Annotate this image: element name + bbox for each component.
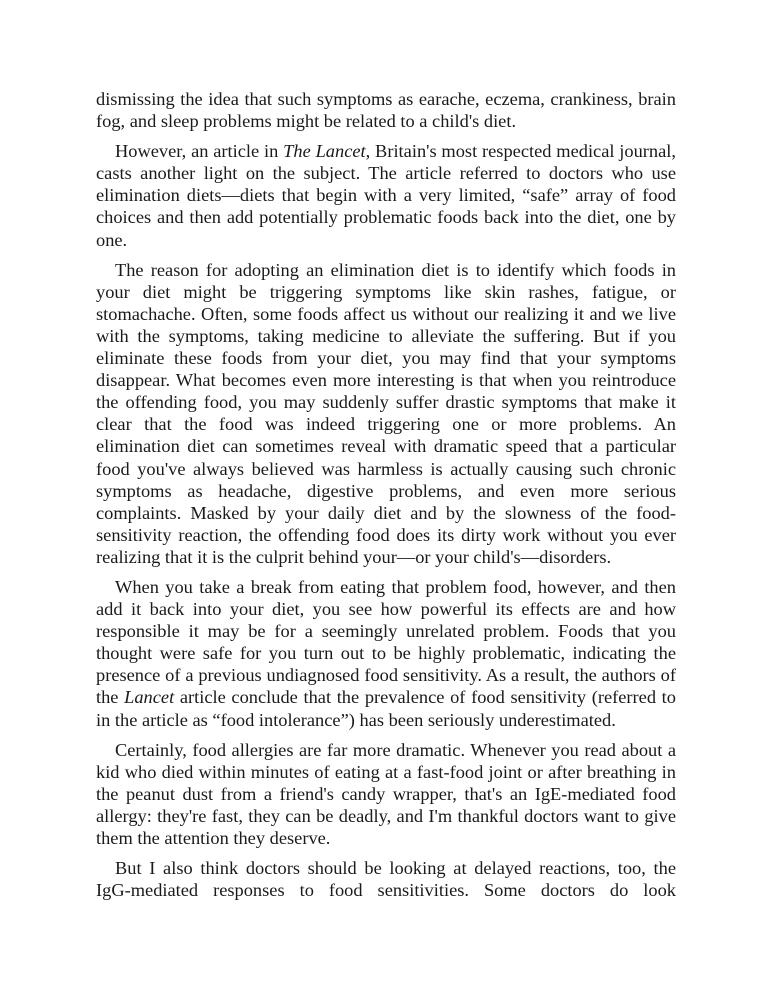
paragraph-4 bbox=[96, 576, 676, 731]
paragraph-3-text: The reason for adopting an elimination diet is to identify which foods in your diet might be triggering symptoms like skin rashes, fatigue, or stomachache. Often, some foods affect us without our realizing it and we live with the symptoms, taking medicine to alleviate the suffering. But if you eliminate these foods from your diet, you may find that your symptoms disappear. What becomes even more interesting is that when you reintroduce the offending food, you may suddenly suffer drastic symptoms that make it clear that the food was indeed triggering one or more problems. An elimination diet can sometimes reveal with dramatic speed that a particular food you've always believed was harmless is actually causing such chronic symptoms as headache, digestive problems, and even more serious complaints. Masked by your daily diet and by the slowness of the food-sensitivity reaction, the offending food does its dirty work without you ever realizing that it is the culprit behind your—or your child's—disorders. bbox=[96, 259, 676, 567]
paragraph-2 bbox=[96, 140, 676, 250]
paragraph-6 bbox=[96, 857, 676, 901]
paragraph-5-text: Certainly, food allergies are far more dramatic. Whenever you read about a kid who died within minutes of eating at a fast-food joint or after breathing in the peanut dust from a friend's candy wrapper, that's an IgE-mediated food allergy: they're fast, they can be deadly, and I'm thankful doctors want to give them the attention they deserve. bbox=[96, 739, 676, 848]
paragraph-1 bbox=[96, 88, 676, 132]
paragraph-4-text-b: article conclude that the prevalence of food sensitivity (referred to in the article as “food intolerance”) has been seriously underestimated. bbox=[96, 687, 676, 730]
paragraph-2-text-b: , Britain's most respected medical journal, casts another light on the subject. The article referred to doctors who use elimination diets—diets that begin with a very limited, “safe” array of food choices and then add potentially problematic foods back into the diet, one by one. bbox=[96, 141, 676, 250]
paragraph-4-text-a: When you take a break from eating that problem food, however, and then add it back into your diet, you see how powerful its effects are and how responsible it may be for a seemingly unrelated problem. Foods that you thought were safe for you turn out to be highly problematic, indicating the presence of a previous undiagnosed food sensitivity. As a result, the authors of the bbox=[96, 576, 676, 708]
book-page bbox=[96, 88, 676, 901]
journal-title-lancet-short: Lancet bbox=[124, 687, 175, 708]
paragraph-1-text: dismissing the idea that such symptoms as earache, eczema, crankiness, brain fog, and sleep problems might be related to a child's diet. bbox=[96, 89, 676, 132]
paragraph-3 bbox=[96, 259, 676, 568]
journal-title-lancet: The Lancet bbox=[283, 141, 366, 162]
paragraph-2-text-a: However, an article in bbox=[115, 141, 284, 162]
paragraph-6-text: But I also think doctors should be looking at delayed reactions, too, the IgG-mediated responses to food sensitivities. Some doctors do look bbox=[96, 858, 676, 901]
paragraph-5 bbox=[96, 739, 676, 849]
